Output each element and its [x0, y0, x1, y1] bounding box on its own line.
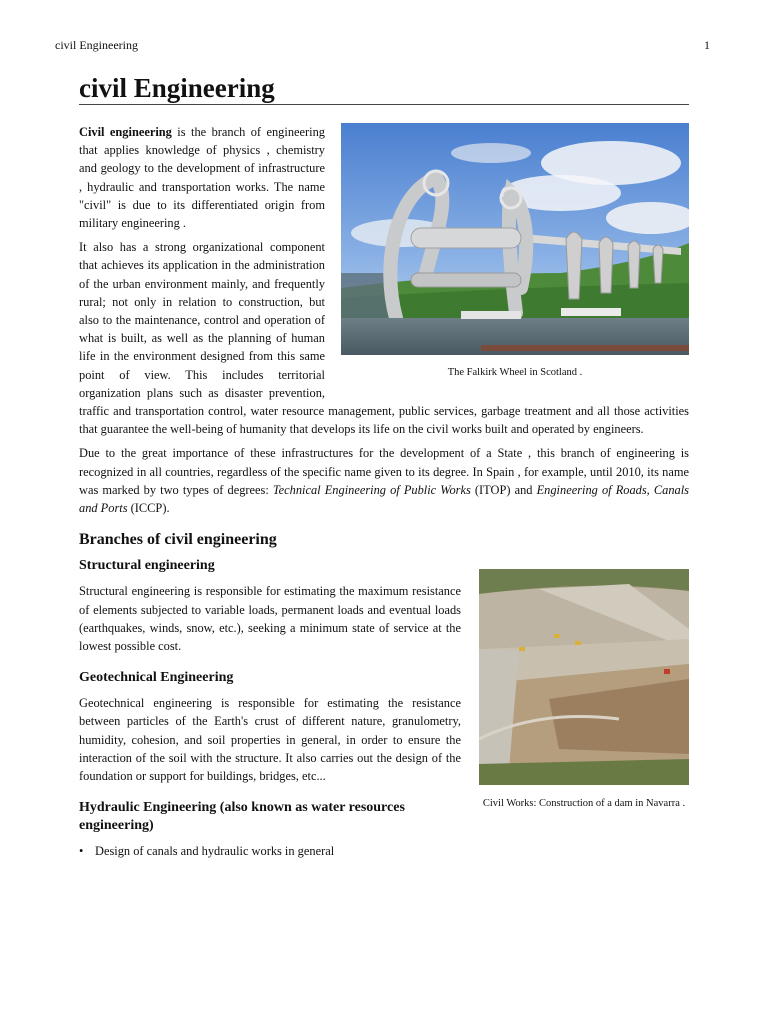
degree-iccp: Engineering of Roads, Canals and Ports [79, 482, 689, 516]
paragraph-structural: Structural engineering is responsible for estimating the maximum resistance of elements subjected to variable loads, permanent loads and eventual loads (earthquakes, winds, snow, etc.), seeking a minimum state of service at the lowest possible cost. [79, 584, 461, 654]
falkirk-wheel-image [341, 123, 689, 355]
dam-construction-image [479, 569, 689, 785]
article-body [79, 123, 689, 861]
page-number: 1 [704, 38, 710, 52]
list-item: • Design of canals and hydraulic works in general [95, 842, 689, 860]
subheading-hydraulic: Hydraulic Engineering (also known as water resources engineering) [79, 800, 405, 834]
hydraulic-list [79, 842, 689, 860]
page-title: civil Engineering [79, 72, 689, 105]
figure-caption: Civil Works: Construction of a dam in Navarra . [482, 797, 686, 809]
figure-dam-construction [479, 569, 689, 810]
subheading-structural: Structural engineering [79, 558, 215, 574]
paragraph-organizational: It also has a strong organizational component that achieves its application in the administration of the urban environment mainly, and frequently rural; not only in relation to construction, but also to the maintenance, control and operation of what is built, as well as the planning of human life in the environment designed from this same point of view. This includes territorial organization plans such as disaster prevention, traffic and transportation control, water resource management, public services, garbage treatment and all those activities that guarantee the well-being of humanity that develops its life on the civil works built and operated by engineers. [79, 240, 689, 437]
term-bold: Civil engineering [79, 125, 172, 139]
subheading-geotechnical: Geotechnical Engineering [79, 670, 234, 686]
intro-paragraph: Civil engineering is the branch of engineering that applies knowledge of physics , chemistry and geology to the development of infrastructure , hydraulic and transportation works. The name "civil" is due to its differentiated origin from military engineering . [79, 125, 325, 231]
paragraph-degrees: Due to the great importance of these infrastructures for the development of a State , this branch of engineering is recognized in all countries, regardless of the specific name given to its degree. In Spain , for example, until 2010, its name was marked by two types of degrees: Technical Engineering of Public Works (ITOP) and Engineering of Roads, Canals and Ports (ICCP). [79, 446, 689, 516]
degree-itop: Technical Engineering of Public Works [272, 482, 471, 497]
running-title: civil Engineering [55, 38, 138, 52]
paragraph-geotechnical: Geotechnical engineering is responsible for estimating the resistance between particles of the Earth's crust of different nature, granulometry, humidity, cohesion, and soil properties in general, in order to ensure the interaction of the soil with the structure. It also carries out the design of the foundation or support for buildings, bridges, etc... [79, 696, 461, 784]
figure-falkirk-wheel [341, 123, 689, 380]
figure-caption: The Falkirk Wheel in Scotland . [447, 367, 583, 379]
section-heading-branches: Branches of civil engineering [79, 531, 277, 549]
page-header [55, 38, 710, 53]
